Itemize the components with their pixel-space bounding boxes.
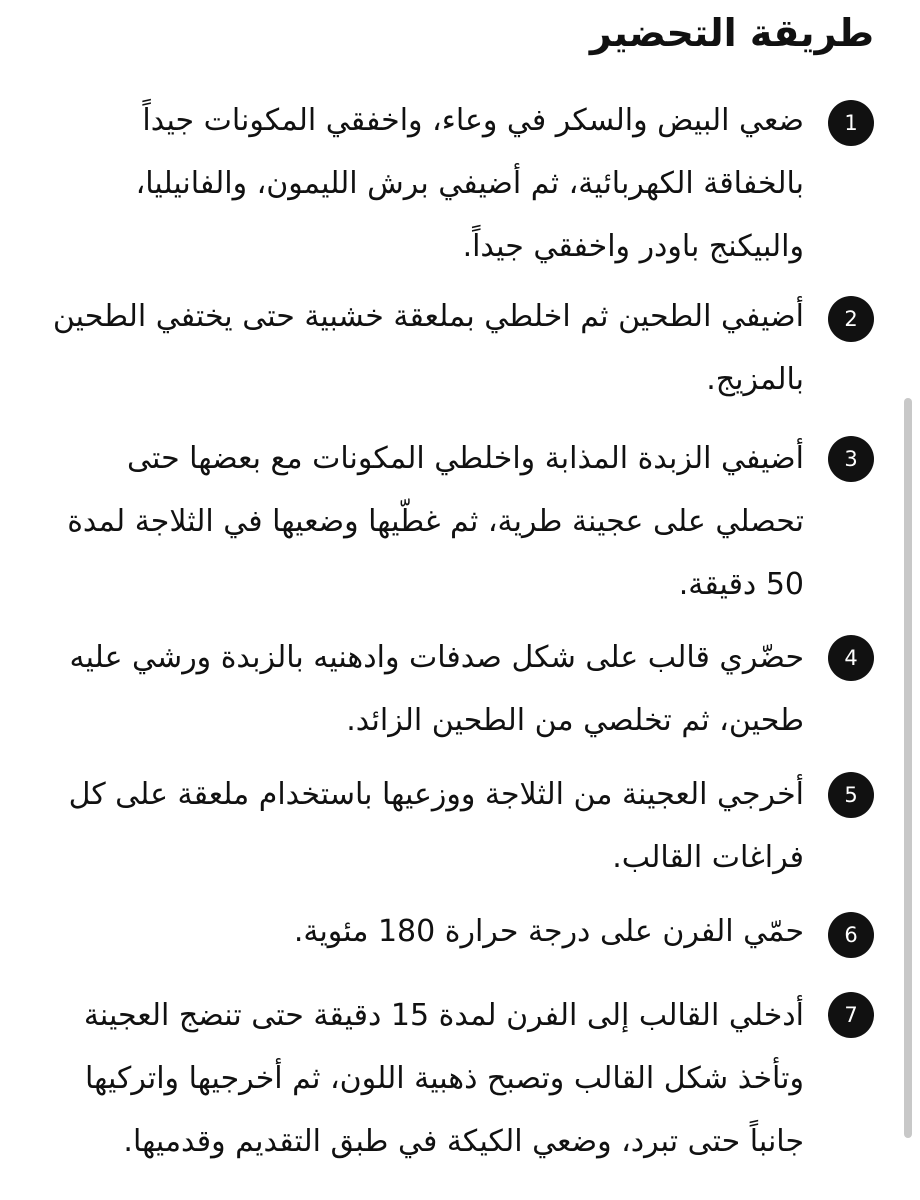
- step-text: أضيفي الزبدة المذابة واخلطي المكونات مع بعضها حتى تحصلي على عجينة طرية، ثم غطّيها وضعيها في الثلاجة لمدة 50 دقيقة.: [67, 441, 804, 602]
- section-title: طريقة التحضير: [589, 11, 874, 55]
- step-number-badge: 6: [828, 912, 874, 958]
- step-number-badge: 2: [828, 296, 874, 342]
- step-number-badge: 5: [828, 772, 874, 818]
- step-number-badge: 1: [828, 100, 874, 146]
- step-text: حضّري قالب على شكل صدفات وادهنيه بالزبدة ورشي عليه طحين، ثم تخلصي من الطحين الزائد.: [69, 640, 804, 738]
- step-number-badge: 4: [828, 635, 874, 681]
- step-number-badge: 7: [828, 992, 874, 1038]
- scrollbar[interactable]: [904, 398, 912, 1138]
- step-text: حمّي الفرن على درجة حرارة 180 مئوية.: [293, 914, 804, 949]
- step-text: ضعي البيض والسكر في وعاء، واخفقي المكونات جيداً بالخفاقة الكهربائية، ثم أضيفي برش الليمون، والفانيليا، والبيكنج باودر واخفقي جيداً.: [135, 103, 804, 264]
- step-text: أدخلي القالب إلى الفرن لمدة 15 دقيقة حتى تنضج العجينة وتأخذ شكل القالب وتصبح ذهبية اللون، ثم أخرجيها واتركيها جانباً حتى تبرد، وضعي الكيكة في طبق التقديم وقدميها.: [83, 998, 804, 1159]
- step-text: أخرجي العجينة من الثلاجة ووزعيها باستخدام ملعقة على كل فراغات القالب.: [68, 777, 804, 875]
- step-number-badge: 3: [828, 436, 874, 482]
- step-text: أضيفي الطحين ثم اخلطي بملعقة خشبية حتى يختفي الطحين بالمزيج.: [52, 299, 804, 397]
